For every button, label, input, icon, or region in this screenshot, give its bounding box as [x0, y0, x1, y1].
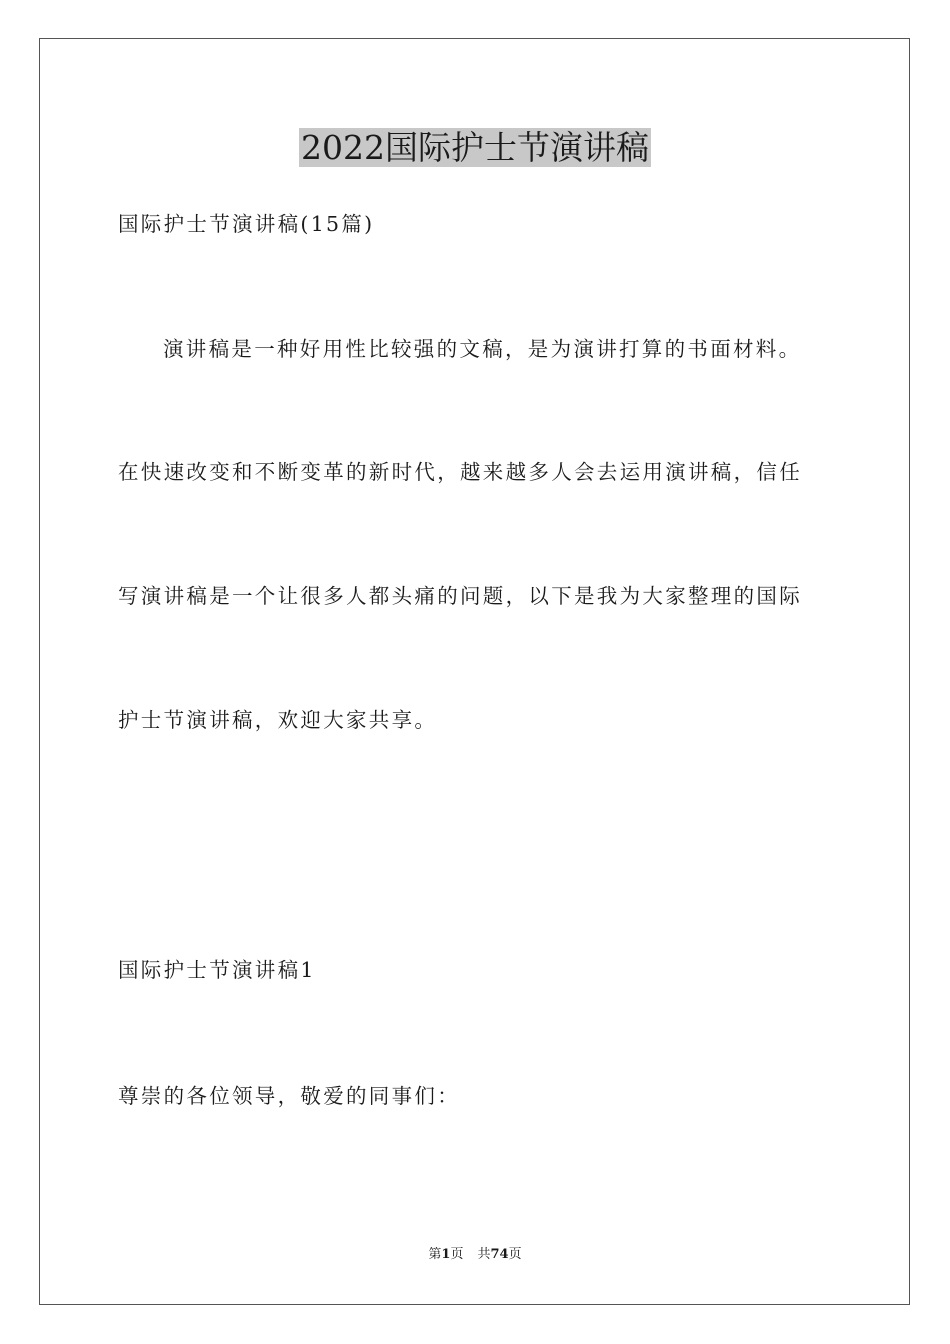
- intro-line-3: 写演讲稿是一个让很多人都头痛的问题，以下是我为大家整理的国际: [118, 584, 802, 608]
- total-suffix: 页: [508, 1247, 522, 1262]
- greeting-line: 尊崇的各位领导，敬爱的同事们：: [118, 1084, 460, 1108]
- intro-line-4: 护士节演讲稿，欢迎大家共享。: [118, 708, 438, 732]
- intro-line-1: 演讲稿是一种好用性比较强的文稿，是为演讲打算的书面材料。: [163, 337, 802, 361]
- intro-line-2: 在快速改变和不断变革的新时代，越来越多人会去运用演讲稿，信任: [118, 460, 802, 484]
- page-current-number: 1: [441, 1247, 451, 1262]
- document-title: [0, 126, 950, 170]
- document-subtitle: 国际护士节演讲稿(15篇): [118, 212, 375, 236]
- page-footer: [0, 1246, 950, 1264]
- total-prefix: 共: [477, 1247, 491, 1262]
- section-heading: 国际护士节演讲稿1: [118, 958, 316, 982]
- total-pages-number: 74: [490, 1247, 509, 1262]
- page-prefix: 第: [428, 1247, 442, 1262]
- document-title-text: 2022国际护士节演讲稿: [301, 128, 649, 167]
- page-suffix: 页: [450, 1247, 464, 1262]
